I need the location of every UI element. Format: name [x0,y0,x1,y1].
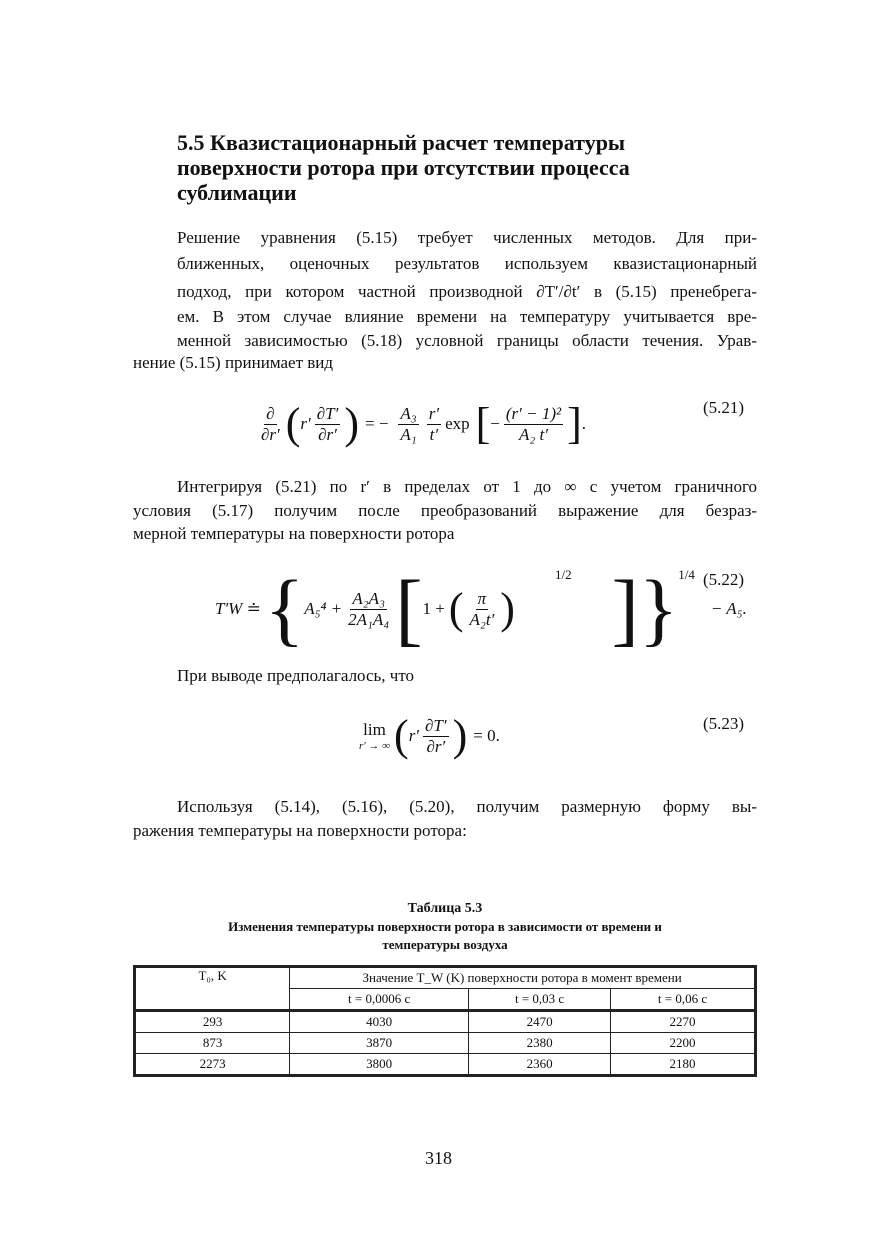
equation-5-22: T′W ≐ { A₅⁴ + $\frac{\text{A₂A₃}}{\text{2A₁A₄}}$ [ 1 + ( $\frac{\pi}{\text{A₂t′}}$ ) 1/2 ]} 1/4 − A₅. [215,563,747,654]
section-heading-line-1: 5.5 Квазистационарный расчет температуры [177,130,626,155]
header-cell: t = 0,03 с [469,989,611,1011]
eq-part: π [477,588,487,608]
equation-5-23: lim r′ → ∞ ( r′ $\frac{\partial T'}{\partial r'}$ ) = 0. [359,711,500,760]
eq-part: . [581,414,586,433]
table-cell: 3800 [290,1054,469,1076]
eq-part: A₁ [400,424,417,444]
text-line: Используя (5.14), (5.16), (5.20), получим размерную форму вы- [177,797,757,816]
equation-number: (5.21) [703,398,745,417]
table-caption-line: температуры воздуха [382,937,508,952]
eq-part: 1/4 [678,567,695,582]
eq-part: ∂T′ [425,715,447,735]
eq-part: = 0. [473,726,500,745]
eq-part: ∂T′ [316,403,339,423]
eq-part: − [490,414,500,433]
text-line: мерной температуры на поверхности ротора [133,524,455,543]
table-cell: 2380 [469,1033,611,1054]
eq-part: ∂r′ [318,424,337,444]
eq-part: T′W ≐ [215,599,261,618]
header-cell: t = 0,0006 с [290,989,469,1011]
table-cell: 2200 [611,1033,756,1054]
text-line: ем. В этом случае влияние времени на температуру учитывается вре- [177,307,757,326]
equation-5-21: $\frac{\partial}{\partial r'}$ ( r′ $\frac{\partial T'}{\partial r'}$ ) = − $\frac{\text{A₃}}{\text{A₁}}$ $\frac{r'}{t'}$ exp [ − $\frac{\text{(r′ − 1)²}}{\text{A₂ t′}}$ ] . [261,399,586,448]
eq-part: A₅⁴ + [304,599,343,618]
text-line: Интегрируя (5.21) по r′ в пределах от 1 до ∞ с учетом граничного [177,477,757,496]
eq-part: lim [363,720,386,739]
text-line: нение (5.15) принимает вид [133,353,334,372]
eq-part: r′ [428,403,440,423]
table-cell: 2470 [469,1011,611,1033]
header-cell: t = 0,06 с [611,989,756,1011]
equation-number: (5.22) [703,570,745,589]
text-line: ражения температуры на поверхности ротора: [133,821,467,840]
text-line: условия (5.17) получим после преобразований выражение для безраз- [133,501,757,520]
eq-part: A₂ t′ [518,424,548,444]
table-row [135,1033,756,1054]
table-cell: 3870 [290,1033,469,1054]
eq-part: = − [364,414,389,433]
table-cell: 2273 [135,1054,290,1076]
eq-part: ∂r′ [261,424,280,444]
eq-part: A₂t′ [469,609,495,629]
table-title: Таблица 5.3 [407,901,483,916]
eq-part: − A₅. [710,599,747,618]
table-caption-line: Изменения температуры поверхности ротора в зависимости от времени и [228,919,662,934]
eq-part: A₂A₃ [352,588,385,608]
eq-part: 2A₁A₄ [348,609,390,629]
text-line: ближенных, оценочных результатов используем квазистационарный [177,254,757,273]
page-number: 318 [425,1148,452,1168]
section-heading-line-3: сублимации [177,180,297,205]
text-line: Решение уравнения (5.15) требует численных методов. Для при- [177,228,757,247]
text-line: менной зависимостью (5.18) условной границы области течения. Урав- [177,331,757,350]
table-cell: 873 [135,1033,290,1054]
eq-part: r′ [300,414,311,433]
eq-part: 1 + [422,599,445,618]
table-cell: 293 [135,1011,290,1033]
eq-part: ∂ [266,403,275,423]
table-cell: 2270 [611,1011,756,1033]
table-cell: 2360 [469,1054,611,1076]
table-cell: 2180 [611,1054,756,1076]
paragraph-3: При выводе предполагалось, что [177,666,415,685]
eq-part: (r′ − 1)² [505,403,562,423]
equation-number: (5.23) [703,714,745,733]
text-line: подход, при котором частной производной ∂T′/∂t′ в (5.15) пренебрега- [177,282,757,301]
table-row [135,1054,756,1076]
eq-part: r′ → ∞ [359,740,391,752]
table-row [135,1011,756,1033]
eq-part: r′ [408,726,420,745]
eq-part: exp [445,414,470,433]
table-cell: 4030 [290,1011,469,1033]
eq-part: A₃ [400,403,417,423]
section-heading-line-2: поверхности ротора при отсутствии процесса [177,155,630,180]
eq-part: t′ [429,424,439,444]
header-cell: Значение T_W (K) поверхности ротора в момент времени [290,967,756,989]
header-cell: T₀, K [135,967,290,1011]
data-table [133,965,757,1077]
eq-part: 1/2 [554,567,572,582]
eq-part: ∂r′ [426,736,446,756]
